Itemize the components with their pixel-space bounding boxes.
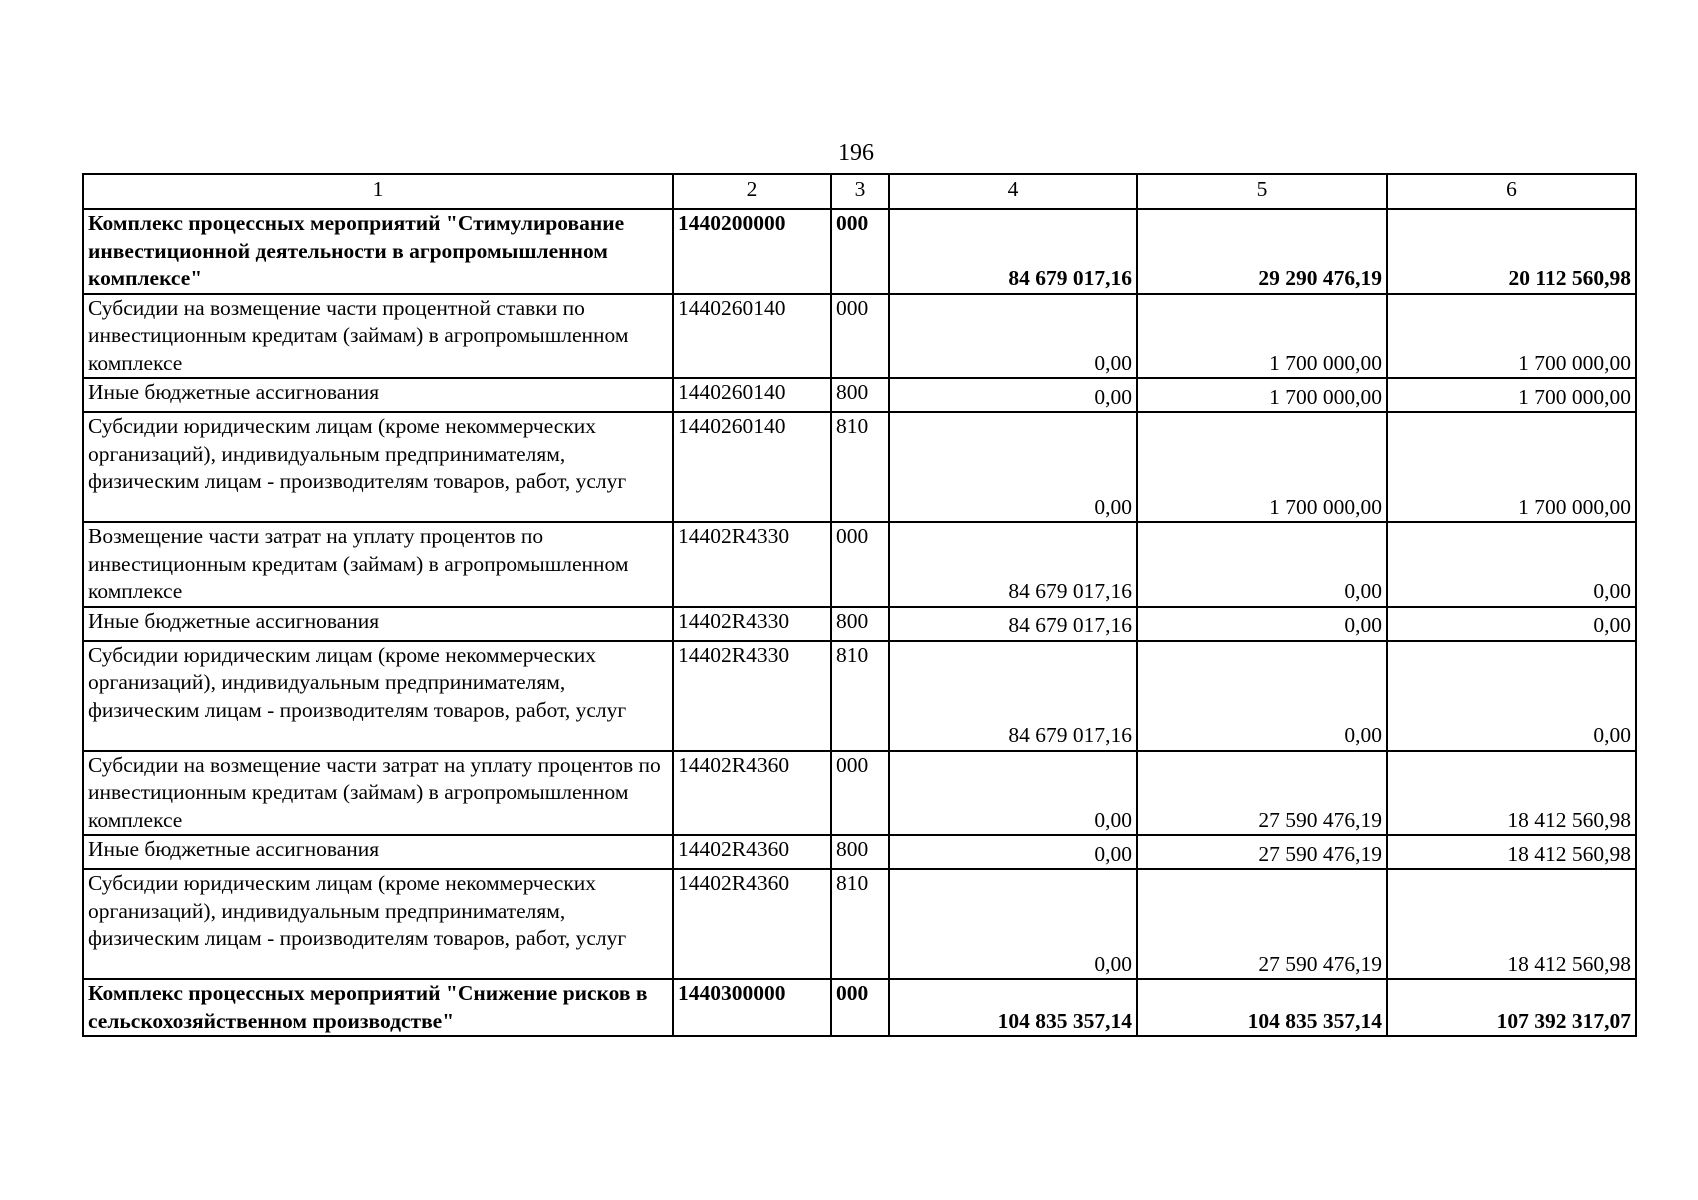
table-row [83, 869, 1636, 979]
row-value-6-cell: 0,00 [1387, 607, 1636, 641]
row-type-cell: 000 [831, 522, 889, 607]
row-value-6-cell: 0,00 [1387, 641, 1636, 751]
header-cell-3: 3 [831, 174, 889, 209]
table-row [83, 412, 1636, 522]
table-row [83, 294, 1636, 379]
row-name-cell: Субсидии юридическим лицам (кроме некоммерческих организаций), индивидуальным предпринимателям, физическим лицам - производителям товаров, работ, услуг [83, 412, 673, 522]
row-value-5-cell: 1 700 000,00 [1137, 294, 1387, 379]
row-value-6-cell: 1 700 000,00 [1387, 412, 1636, 522]
table-row [83, 641, 1636, 751]
budget-table [82, 173, 1637, 1037]
table-row [83, 378, 1636, 412]
row-value-6-cell: 18 412 560,98 [1387, 869, 1636, 979]
row-type-cell: 000 [831, 294, 889, 379]
row-value-5-cell: 0,00 [1137, 641, 1387, 751]
header-cell-6: 6 [1387, 174, 1636, 209]
row-value-6-cell: 107 392 317,07 [1387, 979, 1636, 1036]
row-name-cell: Иные бюджетные ассигнования [83, 835, 673, 869]
row-value-4-cell: 104 835 357,14 [889, 979, 1137, 1036]
row-name-cell: Субсидии юридическим лицам (кроме некоммерческих организаций), индивидуальным предпринимателям, физическим лицам - производителям товаров, работ, услуг [83, 869, 673, 979]
header-cell-5: 5 [1137, 174, 1387, 209]
row-value-4-cell: 0,00 [889, 751, 1137, 836]
row-name-cell: Комплекс процессных мероприятий "Снижение рисков в сельскохозяйственном производстве" [83, 979, 673, 1036]
row-type-cell: 810 [831, 412, 889, 522]
table-row [83, 209, 1636, 294]
row-value-4-cell: 84 679 017,16 [889, 641, 1137, 751]
row-name-cell: Иные бюджетные ассигнования [83, 378, 673, 412]
row-name-cell: Комплекс процессных мероприятий "Стимулирование инвестиционной деятельности в агропромышленном комплексе" [83, 209, 673, 294]
row-value-5-cell: 104 835 357,14 [1137, 979, 1387, 1036]
row-code-cell: 1440260140 [673, 412, 831, 522]
row-value-4-cell: 84 679 017,16 [889, 607, 1137, 641]
row-value-5-cell: 27 590 476,19 [1137, 869, 1387, 979]
row-code-cell: 14402R4360 [673, 835, 831, 869]
row-value-5-cell: 0,00 [1137, 522, 1387, 607]
row-value-6-cell: 0,00 [1387, 522, 1636, 607]
table-body [83, 174, 1636, 1036]
row-type-cell: 000 [831, 979, 889, 1036]
row-code-cell: 1440300000 [673, 979, 831, 1036]
row-value-4-cell: 0,00 [889, 378, 1137, 412]
row-code-cell: 14402R4330 [673, 607, 831, 641]
row-value-5-cell: 29 290 476,19 [1137, 209, 1387, 294]
row-value-4-cell: 0,00 [889, 869, 1137, 979]
row-code-cell: 1440260140 [673, 294, 831, 379]
table-row [83, 607, 1636, 641]
row-value-5-cell: 1 700 000,00 [1137, 412, 1387, 522]
table-row [83, 979, 1636, 1036]
row-type-cell: 000 [831, 209, 889, 294]
row-code-cell: 1440260140 [673, 378, 831, 412]
row-value-6-cell: 18 412 560,98 [1387, 835, 1636, 869]
header-cell-2: 2 [673, 174, 831, 209]
row-type-cell: 810 [831, 641, 889, 751]
header-row [83, 174, 1636, 209]
row-name-cell: Субсидии юридическим лицам (кроме некоммерческих организаций), индивидуальным предпринимателям, физическим лицам - производителям товаров, работ, услуг [83, 641, 673, 751]
row-code-cell: 14402R4360 [673, 869, 831, 979]
row-value-5-cell: 27 590 476,19 [1137, 751, 1387, 836]
row-type-cell: 810 [831, 869, 889, 979]
row-value-6-cell: 20 112 560,98 [1387, 209, 1636, 294]
row-type-cell: 800 [831, 835, 889, 869]
row-code-cell: 14402R4330 [673, 641, 831, 751]
row-value-5-cell: 1 700 000,00 [1137, 378, 1387, 412]
table-row [83, 751, 1636, 836]
row-code-cell: 1440200000 [673, 209, 831, 294]
row-name-cell: Возмещение части затрат на уплату процентов по инвестиционным кредитам (займам) в агропромышленном комплексе [83, 522, 673, 607]
row-name-cell: Иные бюджетные ассигнования [83, 607, 673, 641]
row-value-5-cell: 0,00 [1137, 607, 1387, 641]
row-value-4-cell: 0,00 [889, 412, 1137, 522]
row-value-6-cell: 1 700 000,00 [1387, 294, 1636, 379]
row-name-cell: Субсидии на возмещение части затрат на уплату процентов по инвестиционным кредитам (займам) в агропромышленном комплексе [83, 751, 673, 836]
table-row [83, 522, 1636, 607]
row-value-5-cell: 27 590 476,19 [1137, 835, 1387, 869]
table-row [83, 835, 1636, 869]
header-cell-4: 4 [889, 174, 1137, 209]
row-value-4-cell: 84 679 017,16 [889, 209, 1137, 294]
row-type-cell: 000 [831, 751, 889, 836]
row-type-cell: 800 [831, 607, 889, 641]
row-name-cell: Субсидии на возмещение части процентной ставки по инвестиционным кредитам (займам) в агропромышленном комплексе [83, 294, 673, 379]
row-type-cell: 800 [831, 378, 889, 412]
row-value-4-cell: 84 679 017,16 [889, 522, 1137, 607]
row-value-6-cell: 18 412 560,98 [1387, 751, 1636, 836]
page-number: 196 [838, 140, 874, 166]
row-value-4-cell: 0,00 [889, 835, 1137, 869]
row-code-cell: 14402R4360 [673, 751, 831, 836]
row-value-4-cell: 0,00 [889, 294, 1137, 379]
row-value-6-cell: 1 700 000,00 [1387, 378, 1636, 412]
row-code-cell: 14402R4330 [673, 522, 831, 607]
header-cell-1: 1 [83, 174, 673, 209]
